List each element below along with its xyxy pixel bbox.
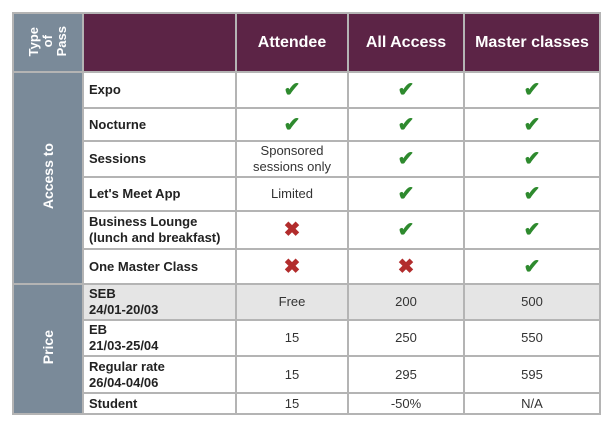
- type-of-pass-label: Type of Pass: [26, 25, 69, 57]
- cell-master-classes: [464, 141, 600, 177]
- cell-all-access: [348, 141, 464, 177]
- cell-attendee: Free: [236, 284, 348, 320]
- cross-icon: ✖: [283, 255, 301, 278]
- cell-master-classes: [464, 177, 600, 211]
- cell-all-access: [348, 177, 464, 211]
- cell-attendee: Sponsored sessions only: [236, 141, 348, 177]
- checkmark-icon: ✔: [523, 183, 541, 205]
- table-row: [13, 141, 600, 177]
- row-label: Student: [83, 393, 236, 414]
- checkmark-icon: ✔: [283, 113, 301, 136]
- checkmark-icon: ✔: [397, 148, 415, 170]
- checkmark-icon: ✔: [523, 255, 541, 278]
- cell-all-access: 250: [348, 320, 464, 356]
- table-row: [13, 177, 600, 211]
- cell-master-classes: [464, 72, 600, 108]
- table-row: [13, 284, 600, 320]
- type-of-pass-header: [13, 13, 83, 72]
- access-to-group: [13, 72, 83, 284]
- row-label: Regular rate 26/04-04/06: [83, 356, 236, 393]
- cell-attendee: [236, 108, 348, 141]
- checkmark-icon: ✔: [523, 79, 541, 101]
- cross-icon: ✖: [283, 219, 301, 241]
- price-group-label: Price: [40, 330, 56, 365]
- checkmark-icon: ✔: [397, 183, 415, 205]
- cell-master-classes: 550: [464, 320, 600, 356]
- row-label: SEB 24/01-20/03: [83, 284, 236, 320]
- row-label: Expo: [83, 72, 236, 108]
- row-label: EB 21/03-25/04: [83, 320, 236, 356]
- cell-all-access: 200: [348, 284, 464, 320]
- checkmark-icon: ✔: [523, 113, 541, 136]
- cell-master-classes: [464, 249, 600, 284]
- column-header-all-access: All Access: [348, 13, 464, 72]
- checkmark-icon: ✔: [397, 79, 415, 101]
- row-label: Nocturne: [83, 108, 236, 141]
- cell-attendee: [236, 211, 348, 249]
- cell-attendee: 15: [236, 356, 348, 393]
- cell-all-access: [348, 108, 464, 141]
- cell-master-classes: N/A: [464, 393, 600, 414]
- pass-comparison-table: [12, 12, 601, 415]
- table-row: [13, 249, 600, 284]
- table-row: [13, 72, 600, 108]
- cell-master-classes: [464, 108, 600, 141]
- checkmark-icon: ✔: [397, 113, 415, 136]
- cell-attendee: Limited: [236, 177, 348, 211]
- cell-all-access: 295: [348, 356, 464, 393]
- checkmark-icon: ✔: [523, 219, 541, 241]
- access-to-group-label: Access to: [40, 143, 56, 210]
- cell-all-access: [348, 72, 464, 108]
- cell-all-access: [348, 249, 464, 284]
- row-label: Sessions: [83, 141, 236, 177]
- checkmark-icon: ✔: [523, 148, 541, 170]
- cell-attendee: 15: [236, 393, 348, 414]
- cell-all-access: [348, 211, 464, 249]
- table-row: [13, 356, 600, 393]
- cell-master-classes: 500: [464, 284, 600, 320]
- checkmark-icon: ✔: [283, 79, 301, 101]
- cell-master-classes: [464, 211, 600, 249]
- cell-attendee: [236, 72, 348, 108]
- cell-master-classes: 595: [464, 356, 600, 393]
- cell-all-access: -50%: [348, 393, 464, 414]
- table-row: [13, 108, 600, 141]
- cell-attendee: [236, 249, 348, 284]
- table-row: [13, 320, 600, 356]
- row-label: Let's Meet App: [83, 177, 236, 211]
- row-label: One Master Class: [83, 249, 236, 284]
- row-label-header: [83, 13, 236, 72]
- column-header-attendee: Attendee: [236, 13, 348, 72]
- cell-attendee: 15: [236, 320, 348, 356]
- checkmark-icon: ✔: [397, 219, 415, 241]
- price-group: [13, 284, 83, 414]
- column-header-master-classes: Master classes: [464, 13, 600, 72]
- row-label: Business Lounge (lunch and breakfast): [83, 211, 236, 249]
- table-row: [13, 393, 600, 414]
- table-row: [13, 211, 600, 249]
- header-row: [13, 13, 600, 72]
- cross-icon: ✖: [397, 255, 415, 278]
